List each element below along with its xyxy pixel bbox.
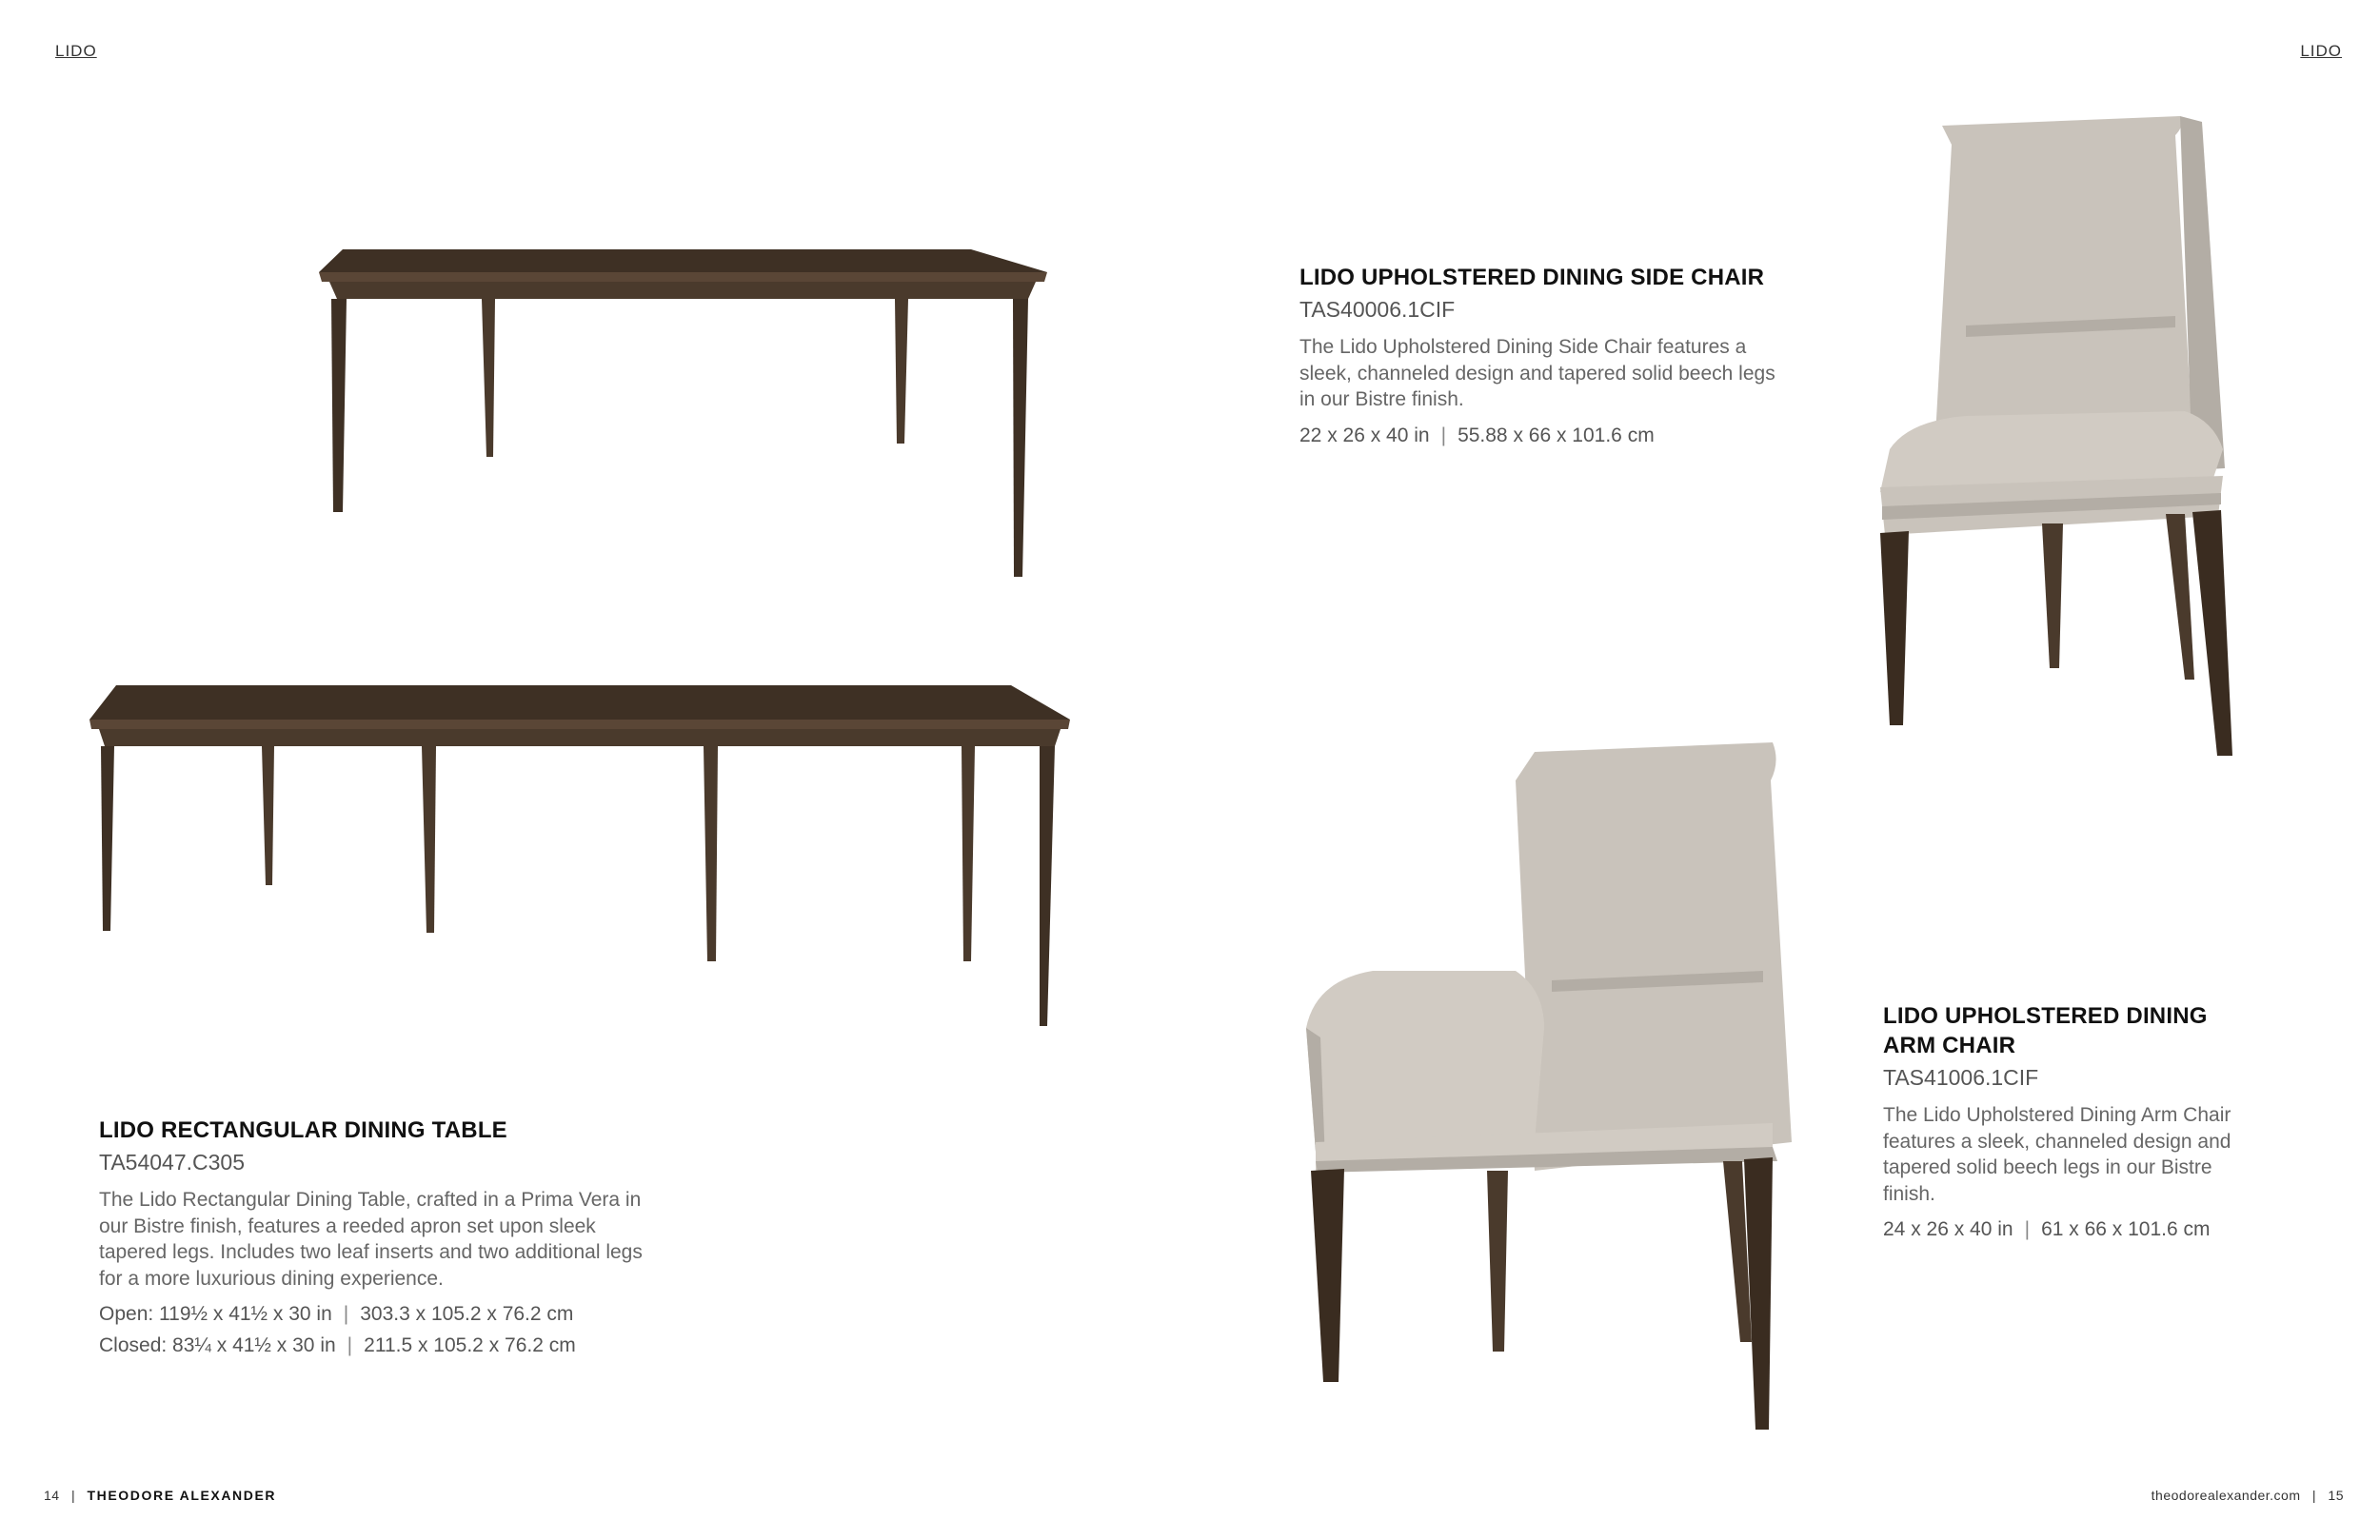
dimension-cm: 303.3 x 105.2 x 76.2 cm xyxy=(360,1303,574,1325)
dimension-separator: | xyxy=(347,1334,353,1356)
dimension-cm: 211.5 x 105.2 x 76.2 cm xyxy=(364,1334,576,1356)
page-number-right: 15 xyxy=(2328,1488,2344,1503)
product-description: The Lido Upholstered Dining Arm Chair features a sleek, channeled design and tapered solid beech legs in our Bistre finish. xyxy=(1883,1104,2231,1205)
dining-table-closed-image xyxy=(314,249,1057,582)
product-title-line-1: LIDO UPHOLSTERED DINING xyxy=(1883,1003,2208,1029)
page-number-left: 14 xyxy=(44,1488,60,1503)
footer-right xyxy=(2152,1488,2344,1503)
table-product-info xyxy=(99,1116,708,1360)
dimension-row-closed xyxy=(99,1332,708,1360)
section-tag-right[interactable]: LIDO xyxy=(2300,42,2342,60)
arm-chair-image xyxy=(1297,742,1792,1447)
dimension-inches: 22 x 26 x 40 in xyxy=(1299,424,1430,446)
product-dimensions xyxy=(1299,422,1814,450)
dimension-row-open xyxy=(99,1300,708,1329)
product-title: LIDO UPHOLSTERED DINING SIDE CHAIR xyxy=(1299,265,1765,290)
dimension-separator: | xyxy=(343,1303,349,1325)
dimension-cm: 61 x 66 x 101.6 cm xyxy=(2041,1218,2211,1240)
product-title-line-2: ARM CHAIR xyxy=(1883,1033,2016,1058)
footer-separator: | xyxy=(70,1488,76,1503)
product-title: LIDO RECTANGULAR DINING TABLE xyxy=(99,1117,507,1143)
side-chair-product-info xyxy=(1299,263,1814,450)
product-description: The Lido Upholstered Dining Side Chair features a sleek, channeled design and tapered solid beech legs in our Bistre finish. xyxy=(1299,336,1775,410)
section-tag-left[interactable]: LIDO xyxy=(55,42,97,60)
website-link[interactable]: theodorealexander.com xyxy=(2151,1488,2301,1503)
product-dimensions xyxy=(1883,1215,2302,1244)
footer-left xyxy=(44,1488,276,1503)
dimension-inches: 24 x 26 x 40 in xyxy=(1883,1218,2013,1240)
product-sku: TAS40006.1CIF xyxy=(1299,297,1456,322)
product-description: The Lido Rectangular Dining Table, crafted in a Prima Vera in our Bistre finish, features a reeded apron set upon sleek tapered legs. Includes two leaf inserts and two additional legs for a more luxurious dining experience. xyxy=(99,1189,643,1290)
dimension-separator: | xyxy=(1440,424,1447,446)
dimension-inches: Closed: 83¼ x 41½ x 30 in xyxy=(99,1334,336,1356)
product-sku: TA54047.C305 xyxy=(99,1150,246,1175)
product-sku: TAS41006.1CIF xyxy=(1883,1065,2039,1090)
dimension-cm: 55.88 x 66 x 101.6 cm xyxy=(1458,424,1655,446)
dimension-separator: | xyxy=(2024,1218,2031,1240)
brand-name: THEODORE ALEXANDER xyxy=(87,1488,277,1503)
product-dimensions xyxy=(99,1300,708,1360)
dining-table-open-image xyxy=(88,685,1078,1028)
footer-separator: | xyxy=(2311,1488,2317,1503)
dimension-inches: Open: 119½ x 41½ x 30 in xyxy=(99,1303,332,1325)
arm-chair-product-info xyxy=(1883,1001,2302,1244)
side-chair-image xyxy=(1852,116,2290,763)
